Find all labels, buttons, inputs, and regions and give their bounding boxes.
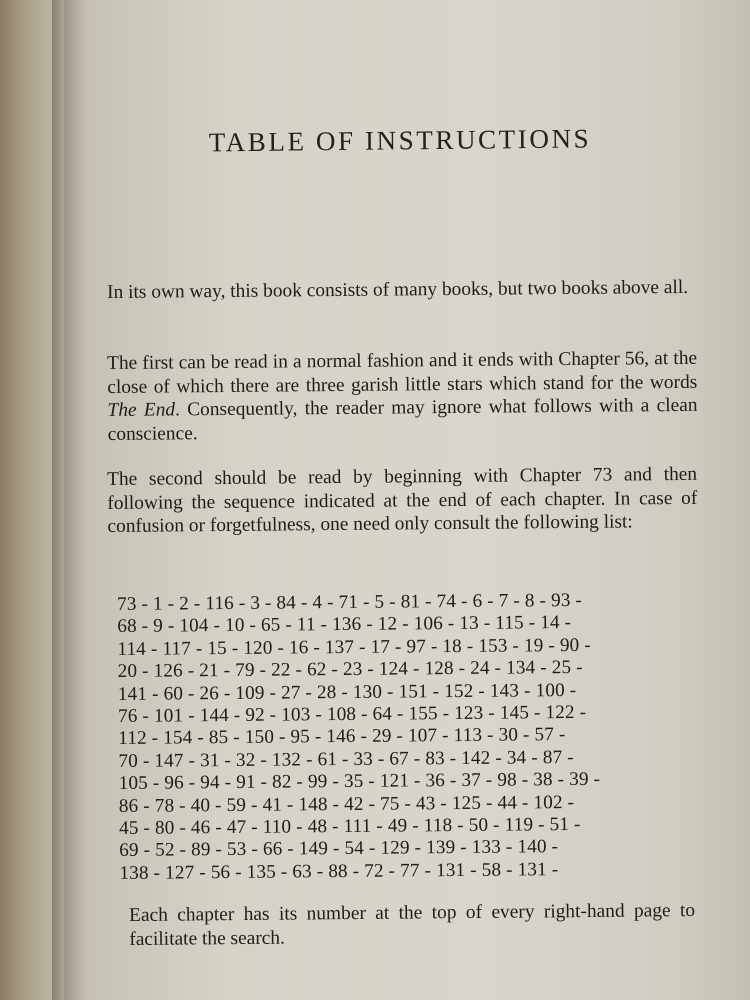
sequence-line: 45 - 80 - 46 - 47 - 110 - 48 - 111 - 49 - 118 - 50 - 119 - 51 - bbox=[118, 814, 581, 840]
sequence-line: 69 - 52 - 89 - 53 - 66 - 149 - 54 - 129 - 139 - 133 - 140 - bbox=[119, 836, 559, 862]
sequence-line: 114 - 117 - 15 - 120 - 16 - 137 - 17 - 97 - 18 - 153 - 19 - 90 - bbox=[117, 634, 591, 660]
sequence-line: 68 - 9 - 104 - 10 - 65 - 11 - 136 - 12 - 106 - 13 - 115 - 14 - bbox=[117, 612, 572, 638]
first-book-paragraph bbox=[107, 347, 698, 446]
sequence-line: 138 - 127 - 56 - 135 - 63 - 88 - 72 - 77 - 131 - 58 - 131 - bbox=[119, 859, 559, 884]
sequence-line: 86 - 78 - 40 - 59 - 41 - 148 - 42 - 75 - 43 - 125 - 44 - 102 - bbox=[118, 791, 575, 817]
sequence-line: 76 - 101 - 144 - 92 - 103 - 108 - 64 - 155 - 123 - 145 - 122 - bbox=[117, 701, 587, 728]
first-book-text-a: The first can be read in a normal fashion and it ends with Chapter 56, at the close of which there are three garish little stars which stand for the words bbox=[107, 347, 698, 398]
closing-paragraph: Each chapter has its number at the top of every right-hand page to facilitate the search. bbox=[129, 900, 696, 950]
sequence-line: 141 - 60 - 26 - 109 - 27 - 28 - 130 - 151 - 152 - 143 - 100 - bbox=[117, 679, 577, 705]
sequence-line: 73 - 1 - 2 - 116 - 3 - 84 - 4 - 71 - 5 - 81 - 74 - 6 - 7 - 8 - 93 - bbox=[117, 589, 583, 615]
page-title: TABLE OF INSTRUCTIONS bbox=[208, 123, 592, 158]
sequence-line: 20 - 126 - 21 - 79 - 22 - 62 - 23 - 124 - 128 - 24 - 134 - 25 - bbox=[117, 657, 583, 683]
sequence-line: 112 - 154 - 85 - 150 - 95 - 146 - 29 - 107 - 113 - 30 - 57 - bbox=[118, 724, 566, 750]
the-end-italic: The End bbox=[107, 399, 176, 421]
sequence-line: 70 - 147 - 31 - 32 - 132 - 61 - 33 - 67 - 83 - 142 - 34 - 87 - bbox=[118, 746, 574, 772]
intro-paragraph: In its own way, this book consists of many books, but two books above all. bbox=[107, 276, 689, 303]
sequence-line: 105 - 96 - 94 - 91 - 82 - 99 - 35 - 121 - 36 - 37 - 98 - 38 - 39 - bbox=[118, 769, 601, 795]
first-book-text-b: . Consequently, the reader may ignore what follows with a clean conscience. bbox=[107, 394, 698, 445]
second-book-paragraph: The second should be read by beginning with Chapter 73 and then following the sequence indicated at the end of each chapter. In case of confusion or forgetfulness, one need only consult the following list: bbox=[107, 463, 698, 537]
chapter-sequence bbox=[117, 589, 710, 885]
